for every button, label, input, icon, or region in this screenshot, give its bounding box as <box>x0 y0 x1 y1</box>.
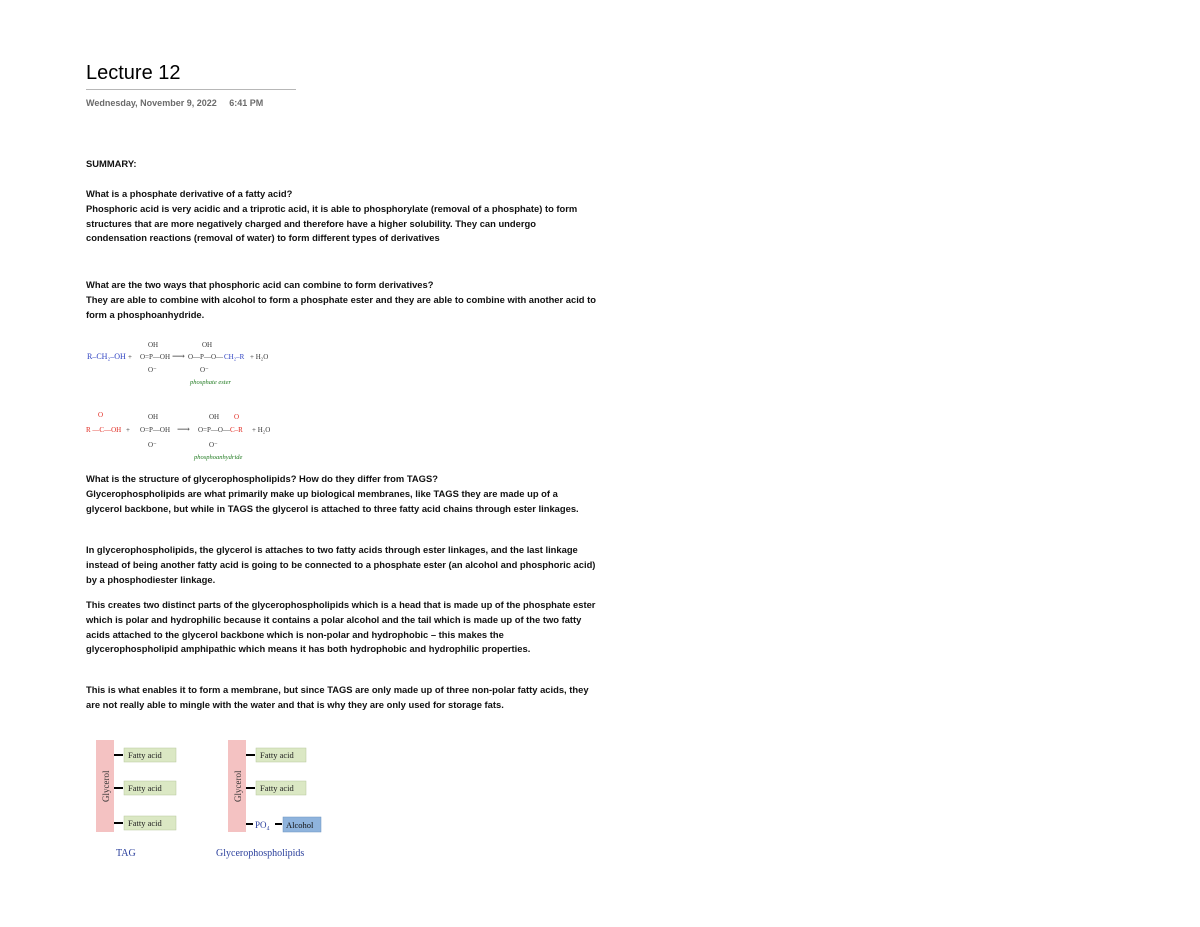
gpl-caption: Glycerophospholipids <box>216 848 305 859</box>
ester-water: + H₂O <box>250 353 269 361</box>
ester-product-ominus: O⁻ <box>200 366 209 374</box>
page-title: Lecture 12 <box>86 62 181 84</box>
paragraph-6-text: This is what enables it to form a membrane, but since TAGS are only made up of three non-polar fatty acids, they are not really able to mingle with the water and that is why they are only used for storage fats. <box>86 684 589 710</box>
tag-fatty-acid-3: Fatty acid <box>128 818 162 828</box>
summary-heading <box>86 157 596 172</box>
title-underline <box>86 89 296 90</box>
ester-acid-oh: OH <box>148 341 159 349</box>
paragraph-4 <box>86 543 596 587</box>
anhydride-product-o: O <box>234 413 240 421</box>
tag-fatty-acid-1: Fatty acid <box>128 750 162 760</box>
question-1: What is a phosphate derivative of a fatty acid? <box>86 188 293 199</box>
paragraph-4-text: In glycerophospholipids, the glycerol is attaches to two fatty acids through ester linkages, and the last linkage instead of being another fatty acid is going to be connected to a phosphate ester (an alcohol and phosphoric acid) by a phosphodiester linkage. <box>86 544 596 585</box>
question-3-block <box>86 472 596 516</box>
anhydride-product-cr: C–R <box>230 426 243 434</box>
gpl-fatty-acid-2: Fatty acid <box>260 783 294 793</box>
gpl-glycerol-label: Glycerol <box>233 770 243 802</box>
answer-3: Glycerophospholipids are what primarily make up biological membranes, like TAGS they are made up of a glycerol backbone, but while in TAGS the glycerol is attached to three fatty acid chains through ester linkages. <box>86 487 579 514</box>
anhydride-phos-ominus: O⁻ <box>148 441 157 449</box>
paragraph-5-text: This creates two distinct parts of the glycerophospholipids which is a head that is made up of the phosphate ester which is polar and hydrophilic because it contains a polar alcohol and the tail which is made up of the two fatty acids attached to the glycerol backbone which is non-polar and hydrophobic – this makes the glycerophospholipid amphipathic which means it has both hydrophobic and hydrophilic properties. <box>86 599 596 655</box>
answer-1: Phosphoric acid is very acidic and a triprotic acid, it is able to phosphorylate (removal of a phosphate) to form structures that are more negatively charged and therefore have a higher solubility. They can undergo condensation reactions (removal of water) to form different types of derivatives <box>86 202 578 244</box>
phosphate-ester-label: phosphate ester <box>190 379 231 386</box>
question-2-block <box>86 278 596 322</box>
anhydride-product-p: O=P—O— <box>198 426 230 434</box>
tag-fatty-acid-2: Fatty acid <box>128 783 162 793</box>
anhydride-arrow: ⟶ <box>177 424 190 434</box>
phosphoanhydride-reaction <box>84 406 304 464</box>
ester-alcohol: R–CH₂–OH <box>87 352 126 361</box>
lipid-structure-diagram <box>92 738 342 868</box>
paragraph-6 <box>86 683 596 713</box>
gpl-alcohol: Alcohol <box>286 820 314 830</box>
note-date: Wednesday, November 9, 2022 <box>86 98 217 108</box>
phosphoanhydride-label: phosphoanhydride <box>194 454 243 461</box>
ester-product-r: CH₂–R <box>224 353 245 361</box>
anhydride-plus: + <box>126 426 130 434</box>
anhydride-carbonyl-o: O <box>98 411 104 419</box>
ester-acid-ominus: O⁻ <box>148 366 157 374</box>
anhydride-product-ominus: O⁻ <box>209 441 218 449</box>
note-timestamp <box>86 98 263 108</box>
anhydride-water: + H₂O <box>252 426 271 434</box>
gpl-phosphate: PO₄ <box>255 820 270 830</box>
question-2: What are the two ways that phosphoric acid can combine to form derivatives? <box>86 279 434 290</box>
phosphate-ester-reaction <box>84 336 304 388</box>
anhydride-phos-oh: OH <box>148 413 159 421</box>
summary-heading-text: SUMMARY: <box>86 158 137 169</box>
note-time: 6:41 PM <box>229 98 264 108</box>
anhydride-phos: O=P—OH <box>140 426 171 434</box>
gpl-fatty-acid-1: Fatty acid <box>260 750 294 760</box>
ester-plus: + <box>128 353 132 361</box>
ester-product-p: O—P—O— <box>188 353 224 361</box>
ester-acid: O=P—OH <box>140 353 171 361</box>
answer-2: They are able to combine with alcohol to form a phosphate ester and they are able to combine with another acid to form a phosphoanhydride. <box>86 293 596 320</box>
tag-glycerol-label: Glycerol <box>101 770 111 802</box>
question-1-block <box>86 187 596 246</box>
question-3: What is the structure of glycerophospholipids? How do they differ from TAGS? <box>86 473 438 484</box>
tag-caption: TAG <box>116 848 136 859</box>
ester-arrow: ⟶ <box>172 351 185 361</box>
ester-product-oh: OH <box>202 341 213 349</box>
paragraph-5 <box>86 598 596 657</box>
anhydride-product-oh: OH <box>209 413 220 421</box>
anhydride-acid: R —C—OH <box>86 426 122 434</box>
